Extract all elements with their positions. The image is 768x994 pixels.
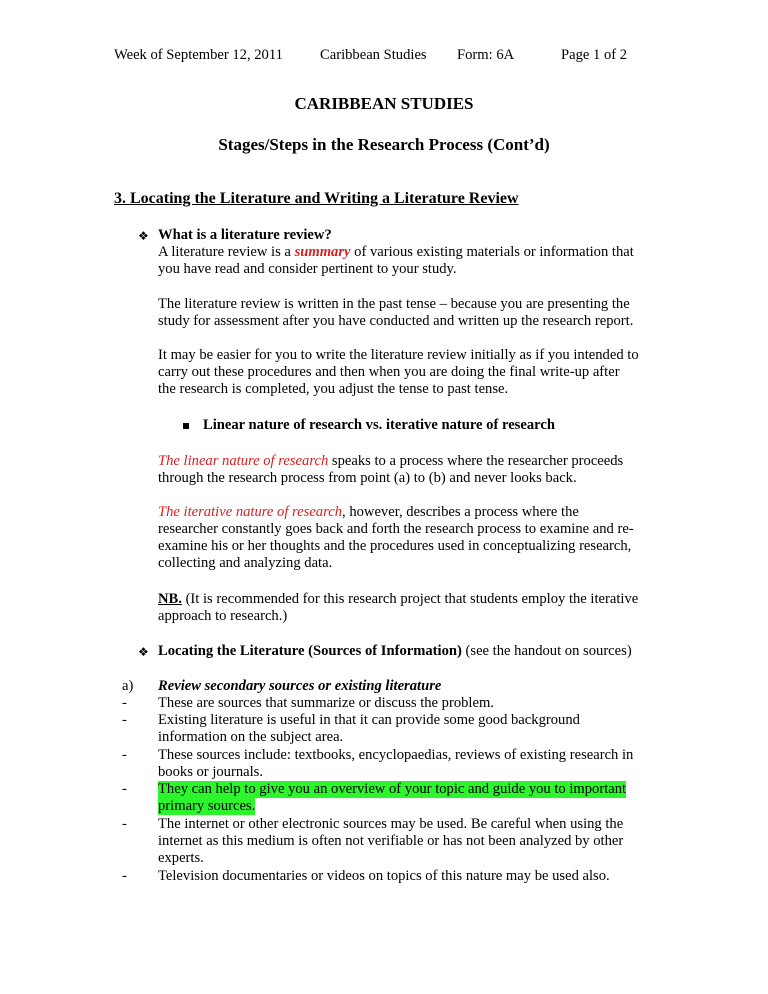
linear-line1: The linear nature of research speaks to a process where the researcher proceeds [158,453,624,469]
source-d5-line2: internet as this medium is often not verifiable or has not been analyzed by other [158,833,624,849]
header-form: Form: 6A [457,47,515,63]
document-title: CARIBBEAN STUDIES [294,94,474,113]
lit-review-question: What is a literature review? [158,227,332,243]
section-heading: 3. Locating the Literature and Writing a Literature Review [114,190,519,207]
source-d1: These are sources that summarize or discuss the problem. [158,695,494,711]
linear-line2: through the research process from point (a) to (b) and never looks back. [158,470,577,486]
source-d5-line1: The internet or other electronic sources may be used. Be careful when using the [158,816,624,832]
lit-review-p3-line3: the research is completed, you adjust the tense to past tense. [158,381,509,397]
dash-bullet: - [122,695,127,711]
sources-heading: Locating the Literature (Sources of Information) (see the handout on sources) [158,643,632,659]
source-d3-line2: books or journals. [158,764,263,780]
lit-review-p2-line1: The literature review is written in the past tense – because you are presenting the [158,296,630,312]
header-subject: Caribbean Studies [320,47,427,63]
nb-label: NB. [158,591,182,607]
diamond-bullet-icon: ❖ [138,645,149,659]
dash-bullet: - [122,781,127,797]
lit-review-p2-line2: study for assessment after you have conducted and written up the research report. [158,313,634,329]
lit-review-p3-line1: It may be easier for you to write the literature review initially as if you intended to [158,347,639,363]
item-a-title: Review secondary sources or existing literature [158,678,442,694]
lit-review-p3-line2: carry out these procedures and then when you are doing the final write-up after [158,364,620,380]
header-page: Page 1 of 2 [561,47,628,63]
source-d2-line2: information on the subject area. [158,729,344,745]
summary-emphasis: summary [294,244,351,260]
dash-bullet: - [122,747,127,763]
dash-bullet: - [122,868,127,884]
lit-review-p1-line2: you have read and consider pertinent to your study. [158,261,457,277]
iterative-line1: The iterative nature of research, however, describes a process where the [158,504,579,520]
highlighted-line2: primary sources. [158,798,256,814]
nb-line1: NB. (It is recommended for this research project that students employ the iterative [158,591,639,607]
highlighted-line1: They can help to give you an overview of your topic and guide you to important [158,781,627,797]
item-a-label: a) [122,678,134,694]
iterative-line2: researcher constantly goes back and forth the research process to examine and re- [158,521,634,537]
source-d6: Television documentaries or videos on topics of this nature may be used also. [158,868,610,884]
iterative-line3: examine his or her thoughts and the procedures used in conceptualizing research, [158,538,632,554]
iterative-line4: collecting and analyzing data. [158,555,333,571]
source-d3-line1: These sources include: textbooks, encyclopaedias, reviews of existing research in [158,747,634,763]
diamond-bullet-icon: ❖ [138,229,149,243]
nb-line2: approach to research.) [158,608,288,624]
lit-review-p1-line1: A literature review is a summary of various existing materials or information that [158,244,634,260]
dash-bullet: - [122,816,127,832]
dash-bullet: - [122,712,127,728]
nature-heading: Linear nature of research vs. iterative nature of research [203,417,555,433]
header-week: Week of September 12, 2011 [114,47,283,63]
source-d5-line3: experts. [158,850,204,866]
square-bullet-icon [183,423,189,429]
source-d2-line1: Existing literature is useful in that it can provide some good background [158,712,580,728]
document-subtitle: Stages/Steps in the Research Process (Cont’d) [218,135,550,154]
